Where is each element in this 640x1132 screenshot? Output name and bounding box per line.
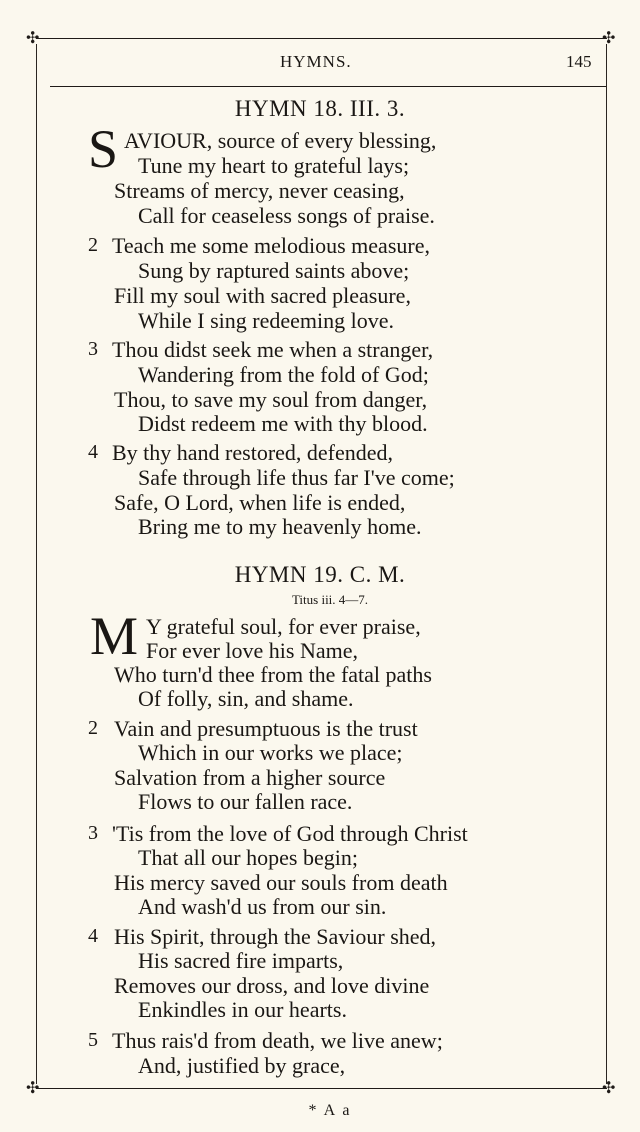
hymn-19-stanza-5-line-1: Thus rais'd from death, we live anew;: [112, 1028, 443, 1053]
hymn-19-title: HYMN 19. C. M.: [234, 562, 406, 587]
hymn-19-stanza-4-line-2: His sacred fire imparts,: [138, 948, 344, 973]
hymn-19-stanza-1-line-4: Of folly, sin, and shame.: [138, 686, 354, 711]
hymn-19-stanza-2-line-2: Which in our works we place;: [138, 740, 403, 765]
hymn-19-dropcap: M: [90, 606, 139, 666]
hymn-18-stanza-2-number: 2: [88, 234, 98, 256]
corner-ornament-bottom-left: ✣: [26, 1078, 40, 1097]
hymn-19-stanza-4-number: 4: [88, 925, 98, 947]
hymn-18-stanza-1-line-3: Streams of mercy, never ceasing,: [114, 178, 405, 203]
hymn-18-stanza-4-line-1: By thy hand restored, defended,: [112, 440, 394, 465]
hymn-18-stanza-2-line-4: While I sing redeeming love.: [138, 308, 394, 333]
hymn-18-stanza-3-line-2: Wandering from the fold of God;: [138, 362, 429, 387]
bottom-rule: [36, 1088, 607, 1089]
hymn-18-stanza-3-line-1: Thou didst seek me when a stranger,: [112, 337, 434, 362]
hymn-19-stanza-3-line-3: His mercy saved our souls from death: [114, 870, 448, 895]
hymn-19-stanza-1-line-1: Y grateful soul, for ever praise,: [146, 614, 421, 639]
hymn-18-stanza-1-line-1: AVIOUR, source of every blessing,: [124, 128, 437, 153]
hymn-18-dropcap: S: [88, 119, 119, 179]
hymn-18-stanza-4-line-3: Safe, O Lord, when life is ended,: [114, 490, 406, 515]
hymn-19-stanza-3-line-4: And wash'd us from our sin.: [138, 894, 387, 919]
hymn-18-stanza-4-number: 4: [88, 441, 98, 463]
hymn-18-stanza-4-line-2: Safe through life thus far I've come;: [138, 465, 455, 490]
corner-ornament-top-left: ✣: [26, 28, 40, 47]
hymn-19-stanza-1-line-3: Who turn'd thee from the fatal paths: [114, 662, 432, 687]
hymn-19-stanza-3-number: 3: [88, 822, 98, 844]
hymn-18-stanza-3-number: 3: [88, 338, 98, 360]
hymn-19-stanza-4-line-3: Removes our dross, and love divine: [114, 973, 430, 998]
header-rule: [50, 86, 606, 87]
hymn-19-stanza-2-number: 2: [88, 717, 98, 739]
corner-ornament-top-right: ✣: [602, 28, 616, 47]
hymn-18-stanza-2-line-2: Sung by raptured saints above;: [138, 258, 410, 283]
top-rule: [36, 38, 607, 39]
hymn-19-stanza-2-line-3: Salvation from a higher source: [114, 765, 386, 790]
page-number: 145: [566, 52, 592, 71]
hymn-19-stanza-5-line-2: And, justified by grace,: [138, 1053, 346, 1078]
corner-ornament-bottom-right: ✣: [602, 1078, 616, 1097]
hymn-19-stanza-1-line-2: For ever love his Name,: [146, 638, 358, 663]
hymn-19-stanza-5-number: 5: [88, 1029, 98, 1051]
hymn-18-stanza-3-line-3: Thou, to save my soul from danger,: [114, 387, 428, 412]
hymn-18-stanza-1-line-4: Call for ceaseless songs of praise.: [138, 203, 435, 228]
hymn-18-stanza-4-line-4: Bring me to my heavenly home.: [138, 514, 422, 539]
hymn-18-stanza-2-line-1: Teach me some melodious measure,: [112, 233, 430, 258]
hymn-19-stanza-2-line-4: Flows to our fallen race.: [138, 789, 353, 814]
hymn-18-stanza-3-line-4: Didst redeem me with thy blood.: [138, 411, 428, 436]
hymn-18-stanza-2-line-3: Fill my soul with sacred pleasure,: [114, 283, 411, 308]
hymn-19-stanza-4-line-4: Enkindles in our hearts.: [138, 997, 347, 1022]
hymn-19-stanza-4-line-1: His Spirit, through the Saviour shed,: [114, 924, 437, 949]
signature-mark: * A a: [308, 1102, 352, 1119]
hymn-18-title: HYMN 18. III. 3.: [234, 96, 406, 121]
hymn-19-scripture-reference: Titus iii. 4—7.: [291, 592, 369, 607]
hymn-19-stanza-3-line-2: That all our hopes begin;: [138, 845, 358, 870]
hymn-19-stanza-3-line-1: 'Tis from the love of God through Christ: [112, 821, 468, 846]
hymn-19-stanza-2-line-1: Vain and presumptuous is the trust: [114, 716, 418, 741]
hymn-18-stanza-1-line-2: Tune my heart to grateful lays;: [138, 153, 410, 178]
running-head: HYMNS.: [280, 52, 352, 71]
